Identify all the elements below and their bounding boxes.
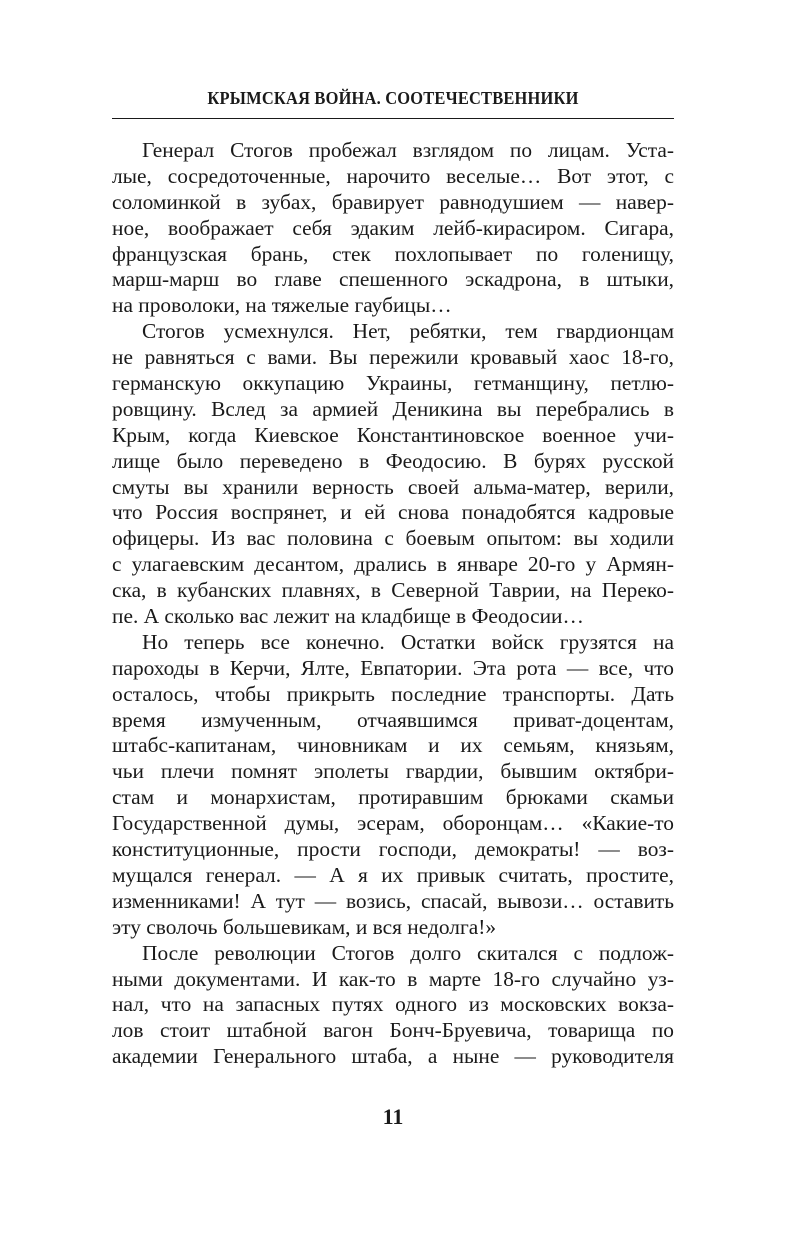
text-line: После революции Стогов долго скитался с подлож- bbox=[142, 940, 674, 965]
text-line: пароходы в Керчи, Ялте, Евпатории. Эта рота — все, что bbox=[112, 655, 674, 680]
text-line: лые, сосредоточенные, нарочито веселые… Вот этот, с bbox=[112, 163, 674, 188]
text-line: штабс-капитанам, чиновникам и их семьям, князьям, bbox=[112, 733, 674, 758]
paragraph bbox=[112, 319, 674, 630]
page-number: 11 bbox=[382, 1104, 404, 1129]
text-line: пе. А сколько вас лежит на кладбище в Феодосии… bbox=[112, 604, 584, 629]
text-line: германскую оккупацию Украины, гетманщину, петлю- bbox=[112, 371, 674, 396]
body-text bbox=[112, 138, 674, 1070]
text-line: на проволоки, на тяжелые гаубицы… bbox=[112, 293, 452, 318]
text-line: чьи плечи помнят эполеты гвардии, бывшим октябри- bbox=[112, 759, 674, 784]
paragraph bbox=[112, 941, 674, 1070]
text-line: соломинкой в зубах, бравирует равнодушием — навер- bbox=[112, 189, 674, 214]
text-line: офицеры. Из вас половина с боевым опытом: вы ходили bbox=[112, 526, 674, 551]
text-line: марш-марш во главе спешенного эскадрона, в штыки, bbox=[112, 267, 674, 292]
text-line: ска, в кубанских плавнях, в Северной Таврии, на Переко- bbox=[112, 578, 674, 603]
text-line: конституционные, прости господи, демократы! — воз- bbox=[112, 837, 674, 862]
text-line: осталось, чтобы прикрыть последние транспорты. Дать bbox=[112, 681, 674, 706]
paragraph bbox=[112, 138, 674, 319]
text-line: не равняться с вами. Вы пережили кровавый хаос 18-го, bbox=[112, 345, 674, 370]
text-line: смуты вы хранили верность своей альма-матер, верили, bbox=[112, 474, 674, 499]
text-line: с улагаевским десантом, дрались в январе 20-го у Армян- bbox=[112, 552, 674, 577]
text-line: стам и монархистам, протиравшим брюками скамьи bbox=[112, 785, 674, 810]
text-line: нал, что на запасных путях одного из московских вокза- bbox=[112, 992, 674, 1017]
text-line: Стогов усмехнулся. Нет, ребятки, тем гвардионцам bbox=[142, 319, 674, 344]
text-line: Генерал Стогов пробежал взглядом по лицам. Уста- bbox=[142, 138, 674, 162]
text-line: эту сволочь большевикам, и вся недолга!» bbox=[112, 914, 497, 939]
text-line: ное, воображает себя эдаким лейб-кирасиром. Сигара, bbox=[112, 215, 674, 240]
text-line: Крым, когда Киевское Константиновское военное учи- bbox=[112, 422, 674, 447]
text-line: французская брань, стек похлопывает по голенищу, bbox=[112, 241, 674, 266]
text-line: изменниками! А тут — возись, спасай, вывози… оставить bbox=[112, 888, 674, 913]
paragraph bbox=[112, 630, 674, 941]
text-line: ровщину. Вслед за армией Деникина вы перебрались в bbox=[112, 396, 674, 421]
text-line: время измученным, отчаявшимся приват-доцентам, bbox=[112, 707, 674, 732]
text-line: ными документами. И как-то в марте 18-го случайно уз- bbox=[112, 966, 674, 991]
text-line: что Россия воспрянет, и ей снова понадобятся кадровые bbox=[112, 500, 674, 525]
running-title: КРЫМСКАЯ ВОЙНА. СООТЕЧЕСТВЕННИКИ bbox=[207, 88, 579, 108]
text-line: академии Генерального штаба, а ныне — руководителя bbox=[112, 1044, 674, 1069]
header-rule bbox=[112, 118, 674, 119]
text-line: лище было переведено в Феодосию. В бурях русской bbox=[112, 448, 674, 473]
text-line: Государственной думы, эсерам, оборонцам… «Какие-то bbox=[112, 811, 674, 836]
text-line: лов стоит штабной вагон Бонч-Бруевича, товарища по bbox=[112, 1018, 674, 1043]
text-line: мущался генерал. — А я их привык считать, простите, bbox=[112, 862, 674, 887]
text-line: Но теперь все конечно. Остатки войск грузятся на bbox=[142, 629, 674, 654]
